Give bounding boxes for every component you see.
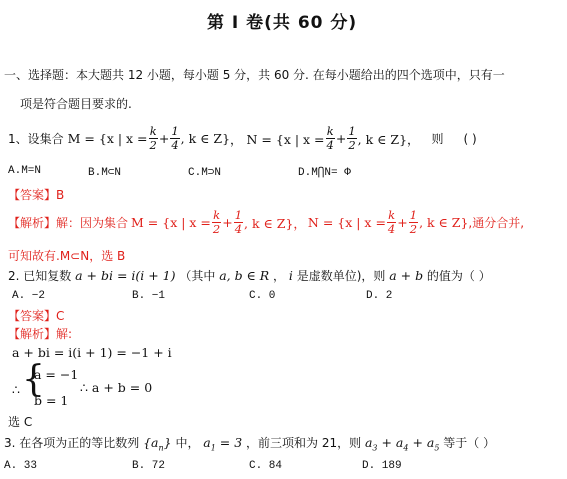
q1-analysis-set-m-tail: , k ∈ Z}， [244, 215, 306, 231]
q3-option-d: D. 189 [362, 460, 402, 472]
question-2-suffix: 的值为（ ） [426, 269, 491, 283]
question-3-mid: 中， [175, 436, 200, 450]
q1-option-c: C.M⊃N [188, 167, 222, 179]
q3-option-a: A. 33 [4, 460, 38, 472]
fraction-k-over-4: $\frac{k}{4}$ [326, 124, 334, 152]
question-3-prefix: 3. 在各项为正的等比数列 [4, 436, 140, 450]
q1-option-b: B.M⊂N [88, 167, 122, 179]
question-3-a1: $a_1 = 3$ [203, 435, 243, 453]
q1-conclusion: 可知故有.M⊂N，选 B [8, 249, 126, 263]
q2-option-d: D. 2 [366, 290, 393, 302]
q1-analysis-set-m: M = {x | x = [131, 215, 211, 230]
q3-option-b: B. 72 [132, 460, 166, 472]
q2-choose: 选 C [8, 415, 33, 429]
question-2-ab: a + b [389, 268, 424, 283]
q1-analysis: 【解析】解：因为集合 M = {x | x = $\frac{k}{2}$ + $\frac{1}{4}$ , k ∈ Z}， N = {x | x = $\frac{k}{4}$ + $\frac{1}{2}$ , k ∈ Z} ,通分合并, [8, 208, 525, 236]
q1-analysis-set-n: N = {x | x = [307, 215, 386, 230]
question-2-expression: a + bi = i(i + 1) [75, 268, 176, 283]
q2-option-a: A. −2 [12, 290, 46, 302]
question-2-mid3: 是虚数单位)，则 [296, 269, 386, 283]
q2-step1: a + bi = i(i + 1) = −1 + i [12, 345, 172, 360]
q1-option-d: D.M⋂N= Φ [298, 167, 351, 179]
q3-option-c: C. 84 [249, 460, 283, 472]
system-brace-icon: { [22, 359, 45, 400]
question-1-ask: 则 [431, 132, 444, 146]
q2-system-line2: b = 1 [34, 393, 69, 408]
question-1-prefix: 1、设集合 [8, 132, 64, 146]
q1-answer: 【答案】B [8, 188, 65, 202]
fraction-1-over-2: $\frac{1}{2}$ [409, 208, 418, 236]
q2-answer: 【答案】C [8, 309, 65, 323]
fraction-1-over-4: $\frac{1}{4}$ [234, 208, 243, 236]
question-2-comma: ， [273, 269, 286, 283]
q1-analysis-label: 【解析】解：因为集合 [8, 216, 129, 230]
q1-option-a: A.M=N [8, 165, 42, 177]
question-1-stem: 1、设集合 M = {x | x = $\frac{k}{2}$ + $\frac{1}{4}$ , k ∈ Z} ， N = {x | x = $\frac{k}{4}$ + $\frac{1}{2}$ , k ∈ Z}， 则 ( ) [8, 124, 477, 152]
question-3-mid2: ，前三项和为 21，则 [246, 436, 362, 450]
question-3-stem [4, 434, 495, 453]
question-2-stem [8, 267, 491, 284]
q1-analysis-set-n-tail: , k ∈ Z} [419, 215, 469, 230]
section-instructions-line1: 一、选择题：本大题共 12 小题，每小题 5 分，共 60 分. 在每小题给出的四个选项中，只有一 [4, 68, 505, 82]
page-title: 第 I 卷(共 60 分) [207, 13, 358, 33]
fraction-k-over-2: $\frac{k}{2}$ [212, 208, 221, 236]
question-2-mid: （其中 [179, 269, 216, 283]
question-3-sum-expression: $a_3 + a_4 + a_5$ [364, 435, 440, 453]
set-m-label: M = {x | x = [67, 131, 148, 146]
answer-blank: ( ) [463, 131, 477, 146]
q1-analysis-end: ,通分合并, [468, 216, 525, 230]
set-n-tail: , k ∈ Z}， [357, 131, 420, 147]
question-2-i: i [288, 268, 293, 283]
fraction-1-over-4: $\frac{1}{4}$ [171, 124, 179, 152]
q2-option-c: C. 0 [249, 290, 276, 302]
fraction-k-over-4: $\frac{k}{4}$ [387, 208, 396, 236]
fraction-1-over-2: $\frac{1}{2}$ [348, 124, 356, 152]
set-n-label: ， N = {x | x = [230, 131, 325, 147]
q2-analysis-label: 【解析】解: [8, 327, 73, 341]
question-2-prefix: 2. 已知复数 [8, 269, 72, 283]
therefore-symbol: ∴ [12, 382, 20, 397]
section-instructions-line2: 项是符合题目要求的. [20, 97, 132, 111]
question-3-sequence: $\{a_n\}$ [143, 435, 172, 453]
fraction-k-over-2: $\frac{k}{2}$ [149, 124, 157, 152]
q2-option-b: B. −1 [132, 290, 166, 302]
q2-result: ∴ a + b = 0 [80, 380, 153, 395]
q2-system-line1: a = −1 [34, 367, 79, 382]
set-m-tail: , k ∈ Z} [180, 131, 231, 146]
question-2-vars: a, b ∈ R [219, 268, 270, 283]
question-3-suffix: 等于（ ） [443, 436, 496, 450]
